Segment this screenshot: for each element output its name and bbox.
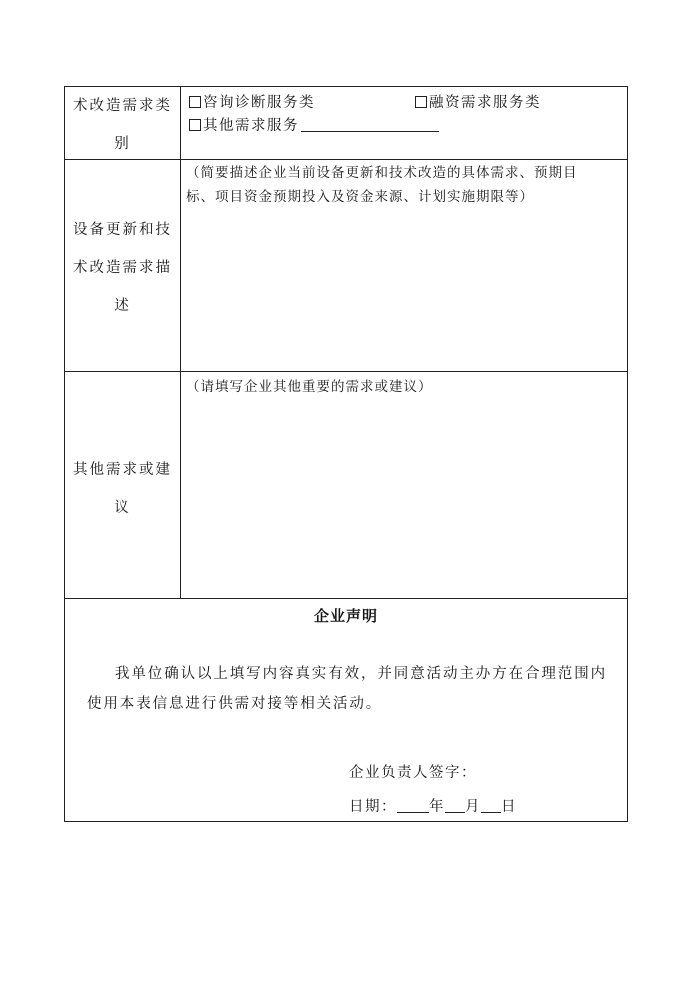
month-label: 月 [465, 799, 481, 815]
day-label: 日 [501, 799, 517, 815]
option-finance[interactable] [415, 91, 541, 112]
signature-line [349, 761, 477, 782]
declaration-text: 我单位确认以上填写内容真实有效，并同意活动主办方在合理范围内使用本表信息进行供需对接等相关活动。 [87, 666, 607, 712]
application-form-table [64, 86, 628, 822]
year-field[interactable] [397, 798, 429, 813]
option-finance-label: 融资需求服务类 [429, 95, 541, 111]
category-label [65, 87, 180, 163]
suggestion-hint: （请填写企业其他重要的需求或建议） [186, 379, 433, 395]
column-divider [180, 87, 181, 598]
option-consult-label: 咨询诊断服务类 [203, 95, 315, 111]
day-field[interactable] [481, 798, 501, 813]
date-line [349, 795, 517, 816]
row-divider [65, 598, 627, 599]
category-label-line: 术改造需求类 [73, 98, 172, 114]
suggestion-label-line: 议 [114, 500, 131, 516]
suggestion-input-area[interactable] [183, 403, 623, 593]
signature-label: 企业负责人签字： [349, 765, 477, 781]
month-field[interactable] [445, 798, 465, 813]
option-consult[interactable] [189, 91, 315, 112]
suggestion-label [65, 451, 180, 527]
description-label-line: 设备更新和技 [73, 222, 172, 238]
description-label-line: 术改造需求描 [73, 260, 172, 276]
date-label: 日期： [349, 799, 397, 815]
option-other-label: 其他需求服务 [203, 118, 299, 134]
declaration-title: 企业声明 [313, 607, 378, 625]
description-hint [186, 161, 626, 209]
checkbox-icon[interactable] [189, 119, 201, 131]
description-hint-line: 标、项目资金预期投入及资金来源、计划实施期限等） [186, 189, 534, 205]
description-label-line: 述 [114, 298, 131, 314]
description-label [65, 211, 180, 325]
row-divider [65, 371, 627, 372]
checkbox-icon[interactable] [415, 96, 427, 108]
suggestion-label-line: 其他需求或建 [73, 462, 172, 478]
description-hint-line: （简要描述企业当前设备更新和技术改造的具体需求、预期目 [186, 165, 578, 181]
description-input-area[interactable] [183, 211, 623, 367]
option-other[interactable] [189, 114, 439, 135]
year-label: 年 [429, 799, 445, 815]
category-label-line: 别 [114, 136, 131, 152]
other-need-field[interactable] [301, 117, 439, 132]
checkbox-icon[interactable] [189, 96, 201, 108]
